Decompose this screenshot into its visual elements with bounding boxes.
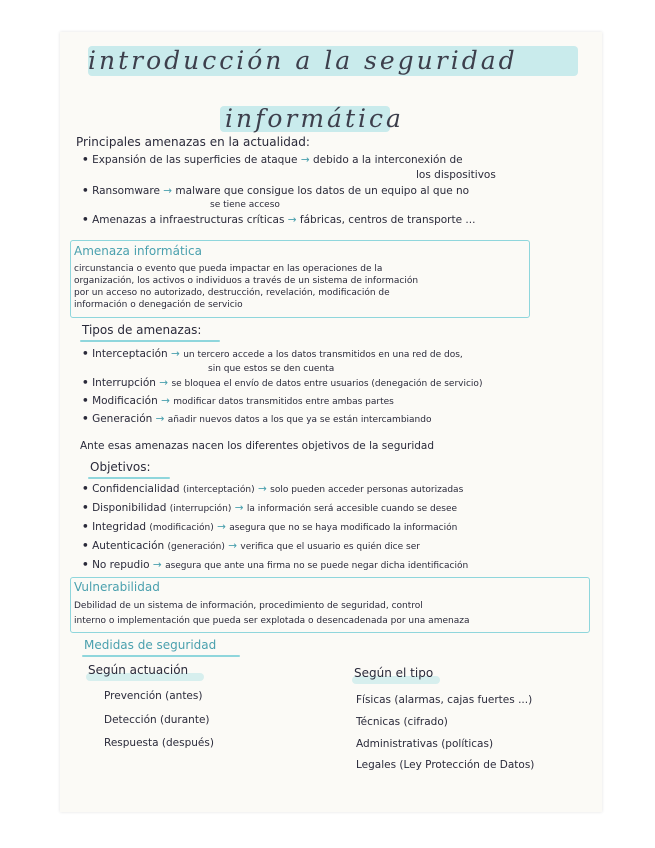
objetivo-desc: verifica que el usuario es quién dice ser — [240, 542, 420, 552]
tipo-label: Modificación — [92, 395, 158, 407]
objetivo-tag: (interrupción) — [169, 504, 232, 514]
arrow-icon: → — [171, 348, 180, 360]
vulnerabilidad-line: interno o implementación que pueda ser explotada o desencadenada por una amenaza — [74, 616, 470, 626]
objetivo-label: Integridad — [92, 521, 147, 533]
objetivo-label: Autenticación — [92, 540, 165, 552]
heading-underline — [80, 340, 220, 342]
arrow-icon: → — [159, 377, 169, 389]
tipos-footer: Ante esas amenazas nacen los diferentes objetivos de la seguridad — [80, 440, 435, 452]
medidas-heading: Medidas de seguridad — [84, 638, 217, 652]
threat-desc: malware que consigue los datos de un equipo al que no — [175, 185, 470, 197]
arrow-icon: → — [257, 483, 267, 495]
heading-underline — [82, 655, 240, 657]
list-item: • Ransomware → malware que consigue los datos de un equipo al que no — [82, 185, 470, 197]
threat-label: Expansión de las superficies de ataque — [92, 154, 298, 166]
arrow-icon: → — [217, 521, 226, 533]
arrow-icon: → — [300, 154, 310, 166]
amenaza-heading: Amenaza informática — [74, 244, 202, 258]
list-item: • Confidencialidad (interceptación) → solo pueden acceder personas autorizadas — [82, 483, 464, 495]
list-item: Administrativas (políticas) — [356, 738, 494, 750]
tipo-desc-cont: sin que estos se den cuenta — [208, 364, 335, 374]
objetivo-tag: (interceptación) — [182, 485, 255, 495]
threat-label: Ransomware — [92, 185, 160, 197]
objetivo-label: No repudio — [92, 559, 150, 571]
objetivo-tag: (generación) — [167, 542, 225, 552]
list-item: • No repudio → asegura que ante una firma no se puede negar dicha identificación — [82, 559, 469, 571]
objetivo-label: Confidencialidad — [92, 483, 180, 495]
objetivo-label: Disponibilidad — [92, 502, 167, 514]
objetivo-desc: solo pueden acceder personas autorizadas — [270, 485, 464, 495]
notebook-page — [60, 32, 602, 812]
threat-desc: fábricas, centros de transporte ... — [299, 214, 476, 226]
arrow-icon: → — [163, 185, 173, 197]
tipo-desc: se bloquea el envío de datos entre usuarios (denegación de servicio) — [171, 379, 483, 389]
amenaza-line: por un acceso no autorizado, destrucción, revelación, modificación de — [74, 288, 390, 298]
tipo-label: Interceptación — [92, 348, 168, 360]
vulnerabilidad-line: Debilidad de un sistema de información, procedimiento de seguridad, control — [74, 601, 423, 611]
arrow-icon: → — [228, 540, 238, 552]
list-item: • Modificación → modificar datos transmitidos entre ambas partes — [82, 395, 394, 407]
list-item: • Interceptación → un tercero accede a los datos transmitidos en una red de dos, — [82, 348, 463, 360]
objetivo-desc: asegura que no se haya modificado la información — [229, 523, 458, 533]
objetivo-desc: la información será accesible cuando se desee — [246, 504, 458, 514]
list-item: Prevención (antes) — [104, 690, 203, 702]
amenaza-line: circunstancia o evento que pueda impactar en las operaciones de la — [74, 264, 383, 274]
threat-desc-cont: se tiene acceso — [210, 200, 280, 210]
list-item: • Expansión de las superficies de ataque → debido a la interconexión de — [82, 154, 463, 166]
amenaza-line: información o denegación de servicio — [74, 300, 243, 310]
objetivo-tag: (modificación) — [149, 523, 214, 533]
arrow-icon: → — [152, 559, 162, 571]
arrow-icon: → — [155, 413, 165, 425]
threat-desc-cont: los dispositivos — [416, 169, 496, 181]
tipo-desc: añadir nuevos datos a los que ya se están intercambiando — [167, 415, 432, 425]
objetivo-desc: asegura que ante una firma no se puede negar dicha identificación — [165, 561, 469, 571]
tipo-desc: modificar datos transmitidos entre ambas partes — [173, 397, 394, 407]
heading-underline — [88, 477, 170, 479]
arrow-icon: → — [234, 502, 244, 514]
list-item: • Autenticación (generación) → verifica que el usuario es quién dice ser — [82, 540, 420, 552]
tipo-label: Generación — [92, 413, 153, 425]
list-item: • Generación → añadir nuevos datos a los que ya se están intercambiando — [82, 413, 432, 425]
objetivos-heading: Objetivos: — [90, 460, 151, 474]
list-item: • Amenazas a infraestructuras críticas → fábricas, centros de transporte ... — [82, 214, 476, 226]
list-item: • Interrupción → se bloquea el envío de datos entre usuarios (denegación de servicio) — [82, 377, 483, 389]
list-item: Legales (Ley Protección de Datos) — [356, 759, 535, 771]
tipos-heading: Tipos de amenazas: — [82, 323, 202, 337]
medidas-col2-heading: Según el tipo — [354, 666, 434, 680]
list-item: Físicas (alarmas, cajas fuertes ...) — [356, 694, 533, 706]
list-item: • Integridad (modificación) → asegura que no se haya modificado la información — [82, 521, 458, 533]
tipo-desc: un tercero accede a los datos transmitidos en una red de dos, — [183, 350, 463, 360]
threat-desc: debido a la interconexión de — [312, 154, 463, 166]
threat-label: Amenazas a infraestructuras críticas — [92, 214, 285, 226]
vulnerabilidad-heading: Vulnerabilidad — [74, 580, 160, 594]
page-title-line2: informática — [225, 104, 404, 133]
amenaza-line: organización, los activos o individuos a través de un sistema de información — [74, 276, 419, 286]
list-item: Respuesta (después) — [104, 737, 214, 749]
tipo-label: Interrupción — [92, 377, 156, 389]
page-title: introducción a la seguridad — [88, 46, 518, 75]
medidas-col1-heading: Según actuación — [88, 663, 189, 677]
list-item: Técnicas (cifrado) — [356, 716, 448, 728]
arrow-icon: → — [287, 214, 297, 226]
list-item: • Disponibilidad (interrupción) → la información será accesible cuando se desee — [82, 502, 458, 514]
list-item: Detección (durante) — [104, 714, 210, 726]
arrow-icon: → — [161, 395, 170, 407]
threats-heading: Principales amenazas en la actualidad: — [76, 135, 310, 149]
